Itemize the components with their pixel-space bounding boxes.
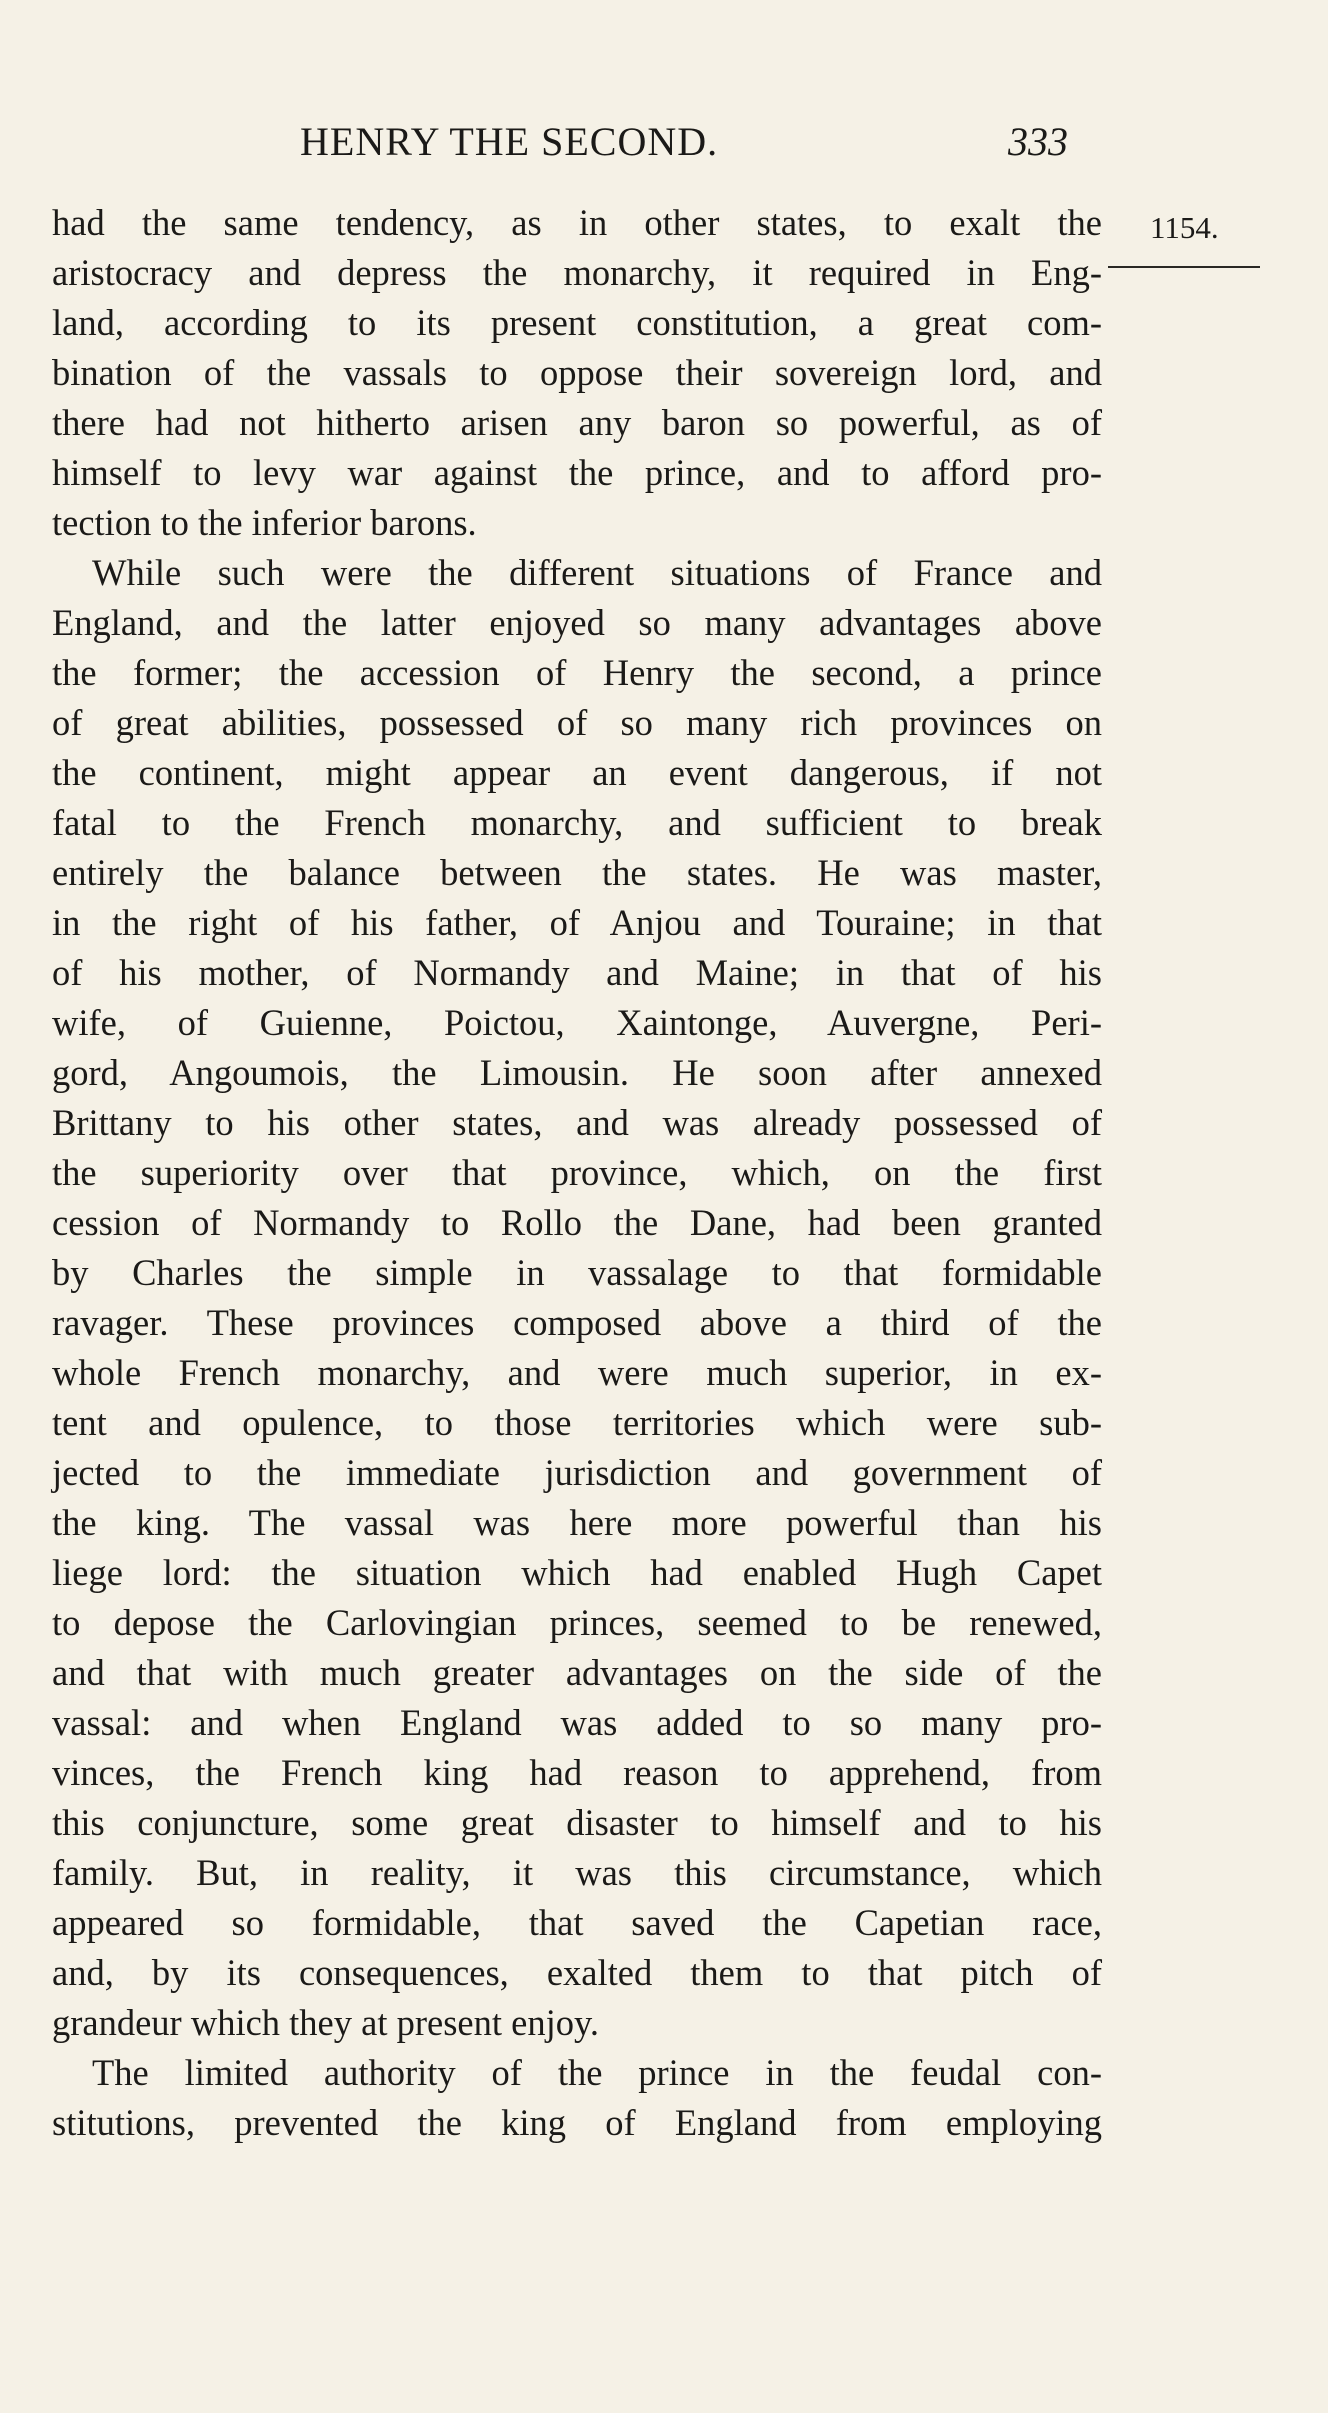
text-line: himself to levy war against the prince, and to afford pro-	[52, 452, 1102, 493]
text-line: grandeur which they at present enjoy.	[52, 2002, 599, 2043]
text-line: the king. The vassal was here more powerful than his	[52, 1502, 1102, 1543]
text-line: England, and the latter enjoyed so many advantages above	[52, 602, 1102, 643]
body-text	[52, 198, 1102, 2148]
text-line: Brittany to his other states, and was already possessed of	[52, 1102, 1102, 1143]
text-line: this conjuncture, some great disaster to himself and to his	[52, 1802, 1102, 1843]
text-line: and that with much greater advantages on the side of the	[52, 1652, 1102, 1693]
text-line: and, by its consequences, exalted them to that pitch of	[52, 1952, 1102, 1993]
running-head-title: HENRY THE SECOND.	[300, 119, 719, 164]
text-line: land, according to its present constitution, a great com-	[52, 302, 1102, 343]
text-line: family. But, in reality, it was this circumstance, which	[52, 1852, 1102, 1893]
margin-year-note: 1154.	[1150, 210, 1219, 245]
text-line: vinces, the French king had reason to apprehend, from	[52, 1752, 1102, 1793]
text-line: by Charles the simple in vassalage to that formidable	[52, 1252, 1102, 1293]
text-line: wife, of Guienne, Poictou, Xaintonge, Auvergne, Peri-	[52, 1002, 1102, 1043]
text-line: ravager. These provinces composed above a third of the	[52, 1302, 1102, 1343]
text-line: cession of Normandy to Rollo the Dane, had been granted	[52, 1202, 1102, 1243]
text-line: fatal to the French monarchy, and sufficient to break	[52, 802, 1102, 843]
margin-rule	[1108, 266, 1260, 268]
text-line: entirely the balance between the states. He was master,	[52, 852, 1102, 893]
text-line: tent and opulence, to those territories which were sub-	[52, 1402, 1102, 1443]
text-line: bination of the vassals to oppose their sovereign lord, and	[52, 352, 1102, 393]
text-line: tection to the inferior barons.	[52, 502, 477, 543]
text-line: vassal: and when England was added to so many pro-	[52, 1702, 1102, 1743]
text-line: the continent, might appear an event dangerous, if not	[52, 752, 1102, 793]
text-line: The limited authority of the prince in the feudal con-	[92, 2052, 1102, 2093]
text-line: gord, Angoumois, the Limousin. He soon after annexed	[52, 1052, 1102, 1093]
text-line: there had not hitherto arisen any baron so powerful, as of	[52, 402, 1102, 443]
text-line: of his mother, of Normandy and Maine; in that of his	[52, 952, 1102, 993]
text-line: whole French monarchy, and were much superior, in ex-	[52, 1352, 1102, 1393]
page-number: 333	[1008, 119, 1068, 164]
running-head	[300, 118, 1100, 178]
text-line: to depose the Carlovingian princes, seemed to be renewed,	[52, 1602, 1102, 1643]
text-line: in the right of his father, of Anjou and Touraine; in that	[52, 902, 1102, 943]
text-line: the former; the accession of Henry the second, a prince	[52, 652, 1102, 693]
text-line: appeared so formidable, that saved the Capetian race,	[52, 1902, 1102, 1943]
text-line: had the same tendency, as in other states, to exalt the	[52, 202, 1102, 243]
text-line: the superiority over that province, which, on the first	[52, 1152, 1102, 1193]
text-line: While such were the different situations of France and	[92, 552, 1102, 593]
text-line: jected to the immediate jurisdiction and government of	[52, 1452, 1102, 1493]
text-line: of great abilities, possessed of so many rich provinces on	[52, 702, 1102, 743]
text-line: aristocracy and depress the monarchy, it required in Eng-	[52, 252, 1102, 293]
text-line: stitutions, prevented the king of England from employing	[52, 2102, 1102, 2143]
text-line: liege lord: the situation which had enabled Hugh Capet	[52, 1552, 1102, 1593]
